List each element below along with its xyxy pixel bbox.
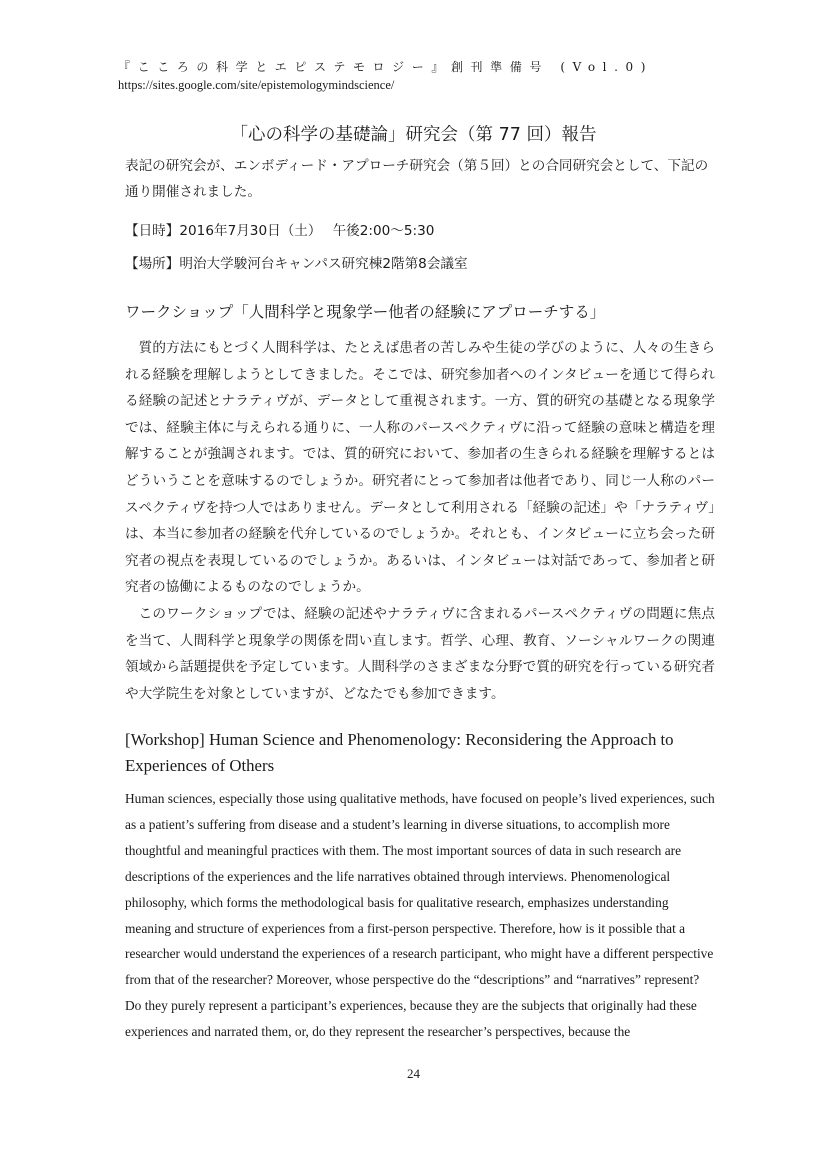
workshop-paragraph-2: このワークショップでは、経験の記述やナラティヴに含まれるパースペクティヴの問題に焦点を当て、人間科学と現象学の関係を問い直します。哲学、心理、教育、ソーシャルワークの関連領域から話題提供を予定しています。人間科学のさまざまな分野で質的研究を行っている研究者や大学院生を対象としていますが、どなたでも参加できます。 xyxy=(125,605,715,702)
journal-header: 『こころの科学とエピステモロジー』創刊準備号 (Vol.0) xyxy=(118,60,654,74)
intro-text: 表記の研究会が、エンボディード・アプローチ研究会（第５回）との合同研究会として、下記の通り開催されました。 xyxy=(125,158,709,200)
date-line: 【日時】2016年7月30日（土） 午後2:00〜5:30 xyxy=(125,223,435,239)
workshop-en-paragraph: Human sciences, especially those using qualitative methods, have focused on people’s lived experiences, such as a patient’s suffering from disease and a student’s learning in diverse situations, to accomplish more thoughtful and meaningful practices with them. The most important sources of data in such research are descriptions of the experiences and the life narratives obtained through interviews. Phenomenological philosophy, which forms the methodological basis for qualitative research, emphasizes understanding meaning and structure of experiences from a first-person perspective. Therefore, how is it possible that a researcher would understand the experiences of a research participant, who might have a different perspective from that of the researcher? Moreover, whose perspective do the “descriptions” and “narratives” represent? Do they purely represent a participant’s experiences, because they are the subjects that originally had these experiences and narrated them, or, do they represent the researcher’s perspectives, because the xyxy=(125,791,715,1040)
workshop-body-en xyxy=(125,786,715,1045)
workshop-title-en: [Workshop] Human Science and Phenomenology: Reconsidering the Approach to Experiences of Others xyxy=(125,730,674,775)
page-number: 24 xyxy=(407,1066,420,1081)
journal-url[interactable]: https://sites.google.com/site/epistemologymindscience/ xyxy=(118,78,395,92)
workshop-title-jp: ワークショップ「人間科学と現象学ー他者の経験にアプローチする」 xyxy=(125,303,606,321)
workshop-paragraph-1: 質的方法にもとづく人間科学は、たとえば患者の苦しみや生徒の学びのように、人々の生きられる経験を理解しようとしてきました。そこでは、研究参加者へのインタビューを通じて得られる経験の記述とナラティヴが、データとして重視されます。一方、質的研究の基礎となる現象学では、経験主体に与えられる通りに、一人称のパースペクティヴに沿って経験の意味と構造を理解することが強調されます。では、質的研究において、参加者の生きられる経験を理解するとはどういうことを意味するのでしょうか。研究者にとって参加者は他者であり、同じ一人称のパースペクティヴを持つ人ではありません。データとして利用される「経験の記述」や「ナラティヴ」は、本当に参加者の経験を代弁しているのでしょうか。それとも、インタビューに立ち会った研究者の視点を表現しているのでしょうか。あるいは、インタビューは対話であって、参加者と研究者の協働によるものなのでしょうか。 xyxy=(125,340,715,596)
intro-paragraph xyxy=(125,153,715,205)
workshop-body-jp xyxy=(125,335,715,707)
report-title: 「心の科学の基礎論」研究会（第 77 回）報告 xyxy=(230,125,597,145)
place-line: 【場所】明治大学駿河台キャンパス研究棟2階第8会議室 xyxy=(125,256,468,272)
